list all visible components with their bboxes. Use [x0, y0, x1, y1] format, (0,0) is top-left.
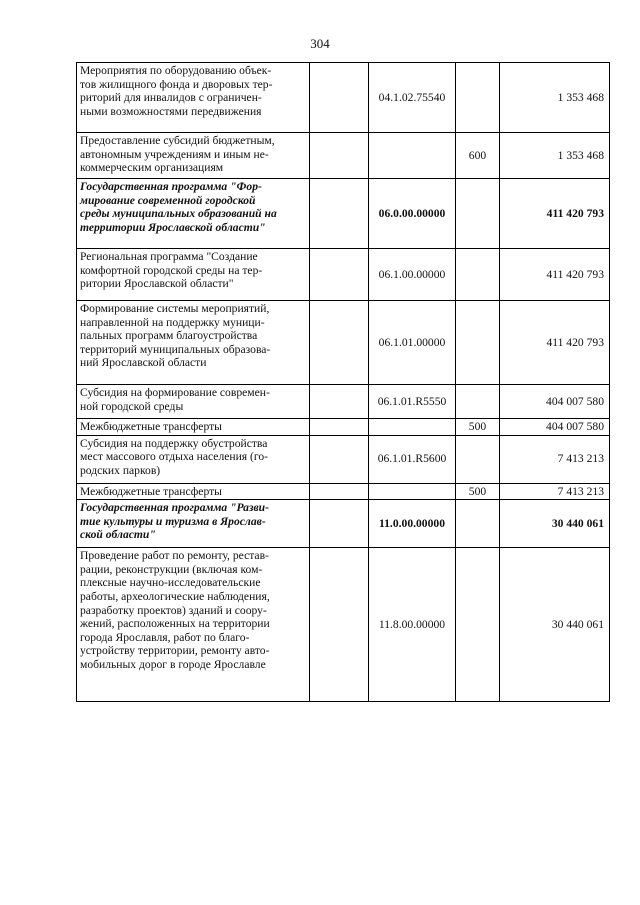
table-row: [77, 435, 610, 483]
table-row: [77, 548, 610, 702]
row-amount: 411 420 793: [500, 301, 610, 385]
empty-cell: [309, 179, 368, 249]
row-name: Субсидия на поддержку обустройства мест массового отдыха населения (го- родских парков): [80, 436, 269, 477]
row-type: [455, 301, 499, 385]
row-name-cell: [77, 63, 310, 133]
empty-cell: [309, 435, 368, 483]
row-code: [369, 419, 456, 436]
table-row: [77, 419, 610, 436]
table-row: [77, 483, 610, 500]
row-name: Государственная программа "Разви- тие культуры и туризма в Ярослав- ской области": [80, 501, 269, 542]
empty-cell: [309, 249, 368, 301]
row-code: 06.1.01.R5600: [369, 435, 456, 483]
row-code: [369, 133, 456, 179]
row-code: 11.8.00.00000: [369, 548, 456, 702]
row-name-cell: [77, 301, 310, 385]
row-name-cell: [77, 483, 310, 500]
table-row: [77, 500, 610, 548]
empty-cell: [309, 548, 368, 702]
row-name: Проведение работ по ремонту, рестав- рации, реконструкции (включая ком- плексные научно-исследовательские работы, археологические наблюдения, разработку проектов) зданий и соору- жений, расположенных на территории города Ярославля, работ по благо- устройству территории, ремонту авто- мобильных дорог в городе Ярославле: [80, 549, 270, 671]
row-code: 06.1.01.R5550: [369, 385, 456, 419]
row-code: 11.0.00.00000: [369, 500, 456, 548]
row-amount: 30 440 061: [500, 548, 610, 702]
row-name-cell: [77, 385, 310, 419]
row-name-cell: [77, 179, 310, 249]
empty-cell: [309, 500, 368, 548]
row-amount: 404 007 580: [500, 385, 610, 419]
row-type: [455, 63, 499, 133]
empty-cell: [309, 483, 368, 500]
row-name-cell: [77, 500, 310, 548]
empty-cell: [309, 385, 368, 419]
row-name: Мероприятия по оборудованию объек- тов жилищного фонда и дворовых тер- риторий для инвалидов с ограничен- ными возможностями передвижения: [80, 64, 273, 118]
row-code: 06.1.00.00000: [369, 249, 456, 301]
row-name-cell: [77, 249, 310, 301]
row-type: [455, 179, 499, 249]
empty-cell: [309, 301, 368, 385]
row-type: 500: [455, 483, 499, 500]
row-name-cell: [77, 419, 310, 436]
row-amount: 404 007 580: [500, 419, 610, 436]
table-row: [77, 249, 610, 301]
table-row: [77, 179, 610, 249]
table-row: [77, 63, 610, 133]
row-type: [455, 435, 499, 483]
row-name: Межбюджетные трансферты: [80, 420, 222, 433]
row-amount: 7 413 213: [500, 435, 610, 483]
row-type: [455, 249, 499, 301]
row-amount: 1 353 468: [500, 133, 610, 179]
row-type: [455, 548, 499, 702]
row-type: [455, 500, 499, 548]
row-type: 500: [455, 419, 499, 436]
table-row: [77, 385, 610, 419]
empty-cell: [309, 419, 368, 436]
row-code: 06.0.00.00000: [369, 179, 456, 249]
row-amount: 30 440 061: [500, 500, 610, 548]
row-name: Государственная программа "Фор- мирование современной городской среды муниципальных образований на территории Ярославской области": [80, 180, 277, 234]
row-amount: 411 420 793: [500, 179, 610, 249]
row-name: Межбюджетные трансферты: [80, 484, 222, 498]
table-row: [77, 301, 610, 385]
empty-cell: [309, 63, 368, 133]
row-code: 06.1.01.00000: [369, 301, 456, 385]
row-type: [455, 385, 499, 419]
row-name-cell: [77, 548, 310, 702]
page-number: 304: [310, 36, 330, 51]
row-code: [369, 483, 456, 500]
row-amount: 411 420 793: [500, 249, 610, 301]
row-amount: 7 413 213: [500, 483, 610, 500]
row-type: 600: [455, 133, 499, 179]
row-name: Предоставление субсидий бюджетным, автономным учреждениям и иным не- коммерческим организациям: [80, 134, 275, 175]
budget-table: [76, 62, 610, 702]
empty-cell: [309, 133, 368, 179]
row-name-cell: [77, 133, 310, 179]
row-name-cell: [77, 435, 310, 483]
row-name: Формирование системы мероприятий, направленной на поддержку муници- пальных программ благоустройства территорий муниципальных образова- ний Ярославской области: [80, 302, 271, 370]
row-name: Субсидия на формирование современ- ной городской среды: [80, 386, 270, 413]
row-name: Региональная программа "Создание комфортной городской среды на тер- ритории Ярославской области": [80, 250, 263, 291]
row-amount: 1 353 468: [500, 63, 610, 133]
row-code: 04.1.02.75540: [369, 63, 456, 133]
table-row: [77, 133, 610, 179]
